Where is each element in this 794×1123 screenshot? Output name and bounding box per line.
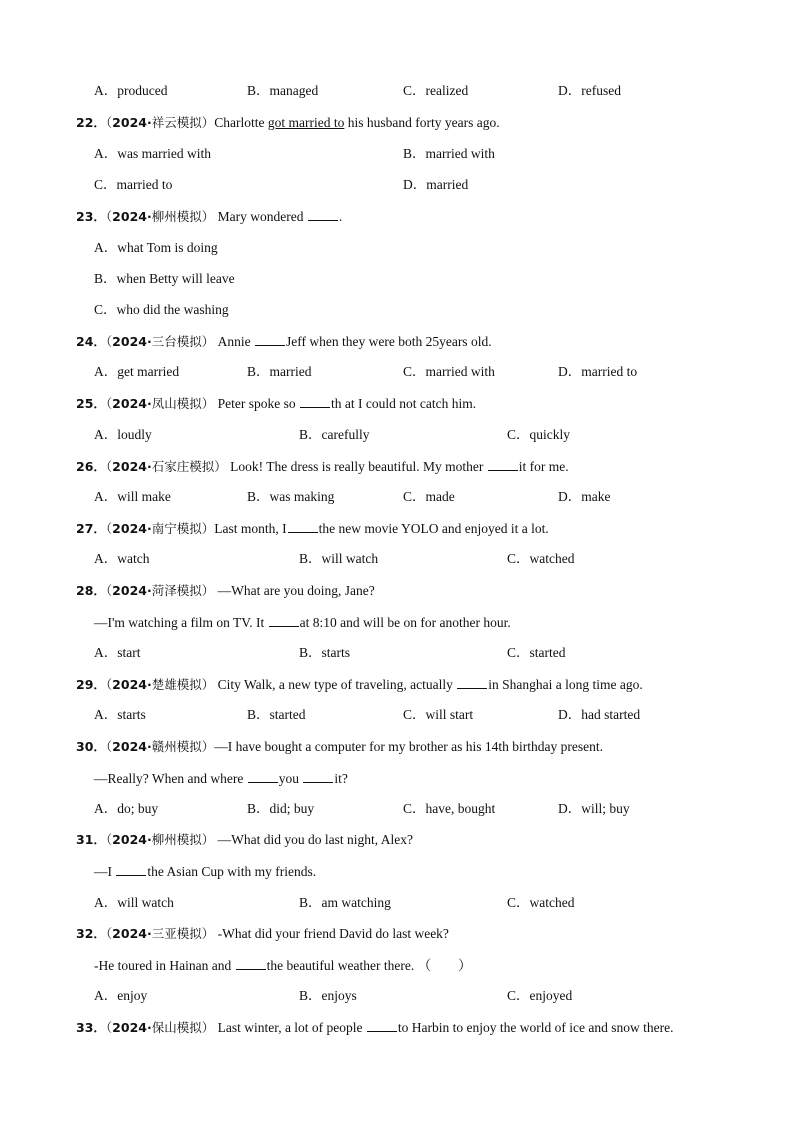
question-source: （2024·三亚模拟） <box>105 926 215 941</box>
q22-option-c: C．married to <box>94 177 173 192</box>
q26-option-c: C．made <box>403 489 455 504</box>
answer-blank <box>488 457 518 471</box>
underlined-phrase: got married to <box>267 115 345 130</box>
q30-option-d: D．will; buy <box>558 801 630 816</box>
q29-option-d: D．had started <box>558 707 641 722</box>
question-source: （2024·南宁模拟） <box>105 521 215 536</box>
question-number: 33． <box>76 1020 106 1035</box>
question-32-line-2: -He toured in Hainan and the beautiful weather there. （ ） <box>94 958 472 973</box>
q30-option-a: A．do; buy <box>94 801 159 816</box>
q27-option-a: A．watch <box>94 551 150 566</box>
question-source: （2024·赣州模拟） <box>105 739 215 754</box>
question-source: （2024·柳州模拟） <box>105 209 215 224</box>
question-33: 33．（2024·保山模拟） Last winter, a lot of people to Harbin to enjoy the world of ice and snow there. <box>76 1020 674 1035</box>
question-number: 23． <box>76 209 106 224</box>
question-26: 26．（2024·石家庄模拟） Look! The dress is really beautiful. My mother it for me. <box>76 459 569 474</box>
q23-option-b: B．when Betty will leave <box>94 271 235 286</box>
answer-blank <box>457 675 487 689</box>
question-30: 30．（2024·赣州模拟）—I have bought a computer for my brother as his 14th birthday present. <box>76 739 604 754</box>
question-23: 23．（2024·柳州模拟） Mary wondered . <box>76 209 343 224</box>
question-22: 22．（2024·祥云模拟）Charlotte got married to his husband forty years ago. <box>76 115 500 130</box>
q28-option-b: B．starts <box>299 645 351 660</box>
q29-option-c: C．will start <box>403 707 474 722</box>
q24-option-b: B．married <box>247 364 312 379</box>
answer-blank <box>116 862 146 876</box>
question-29: 29．（2024·楚雄模拟） City Walk, a new type of traveling, actually in Shanghai a long time ago. <box>76 677 643 692</box>
q24-option-d: D．married to <box>558 364 638 379</box>
answer-blank <box>288 519 318 533</box>
question-source: （2024·柳州模拟） <box>105 832 215 847</box>
q25-option-a: A．loudly <box>94 427 152 442</box>
q32-option-b: B．enjoys <box>299 988 357 1003</box>
question-28: 28．（2024·菏泽模拟） —What are you doing, Jane? <box>76 583 375 598</box>
answer-blank <box>269 613 299 627</box>
q23-option-c: C．who did the washing <box>94 302 229 317</box>
question-25: 25．（2024·凤山模拟） Peter spoke so th at I could not catch him. <box>76 396 477 411</box>
q24-option-a: A．get married <box>94 364 180 379</box>
q28-option-c: C．started <box>507 645 566 660</box>
question-number: 22． <box>76 115 106 130</box>
answer-blank <box>300 394 330 408</box>
question-source: （2024·菏泽模拟） <box>105 583 215 598</box>
q30-option-c: C．have, bought <box>403 801 496 816</box>
question-32: 32．（2024·三亚模拟） -What did your friend David do last week? <box>76 926 449 941</box>
q22-option-b: B．married with <box>403 146 495 161</box>
question-source: （2024·保山模拟） <box>105 1020 215 1035</box>
question-number: 25． <box>76 396 106 411</box>
answer-blank <box>236 956 266 970</box>
q31-option-a: A．will watch <box>94 895 174 910</box>
question-source: （2024·石家庄模拟） <box>105 459 227 474</box>
q24-option-c: C．married with <box>403 364 495 379</box>
question-number: 31． <box>76 832 106 847</box>
q26-option-d: D．make <box>558 489 611 504</box>
question-28-line-2: —I'm watching a film on TV. It at 8:10 and will be on for another hour. <box>94 615 511 630</box>
question-30-line-2: —Really? When and where you it? <box>94 771 348 786</box>
question-24: 24．（2024·三台模拟） Annie Jeff when they were both 25years old. <box>76 334 492 349</box>
q29-option-b: B．started <box>247 707 306 722</box>
q25-option-b: B．carefully <box>299 427 370 442</box>
q29-option-a: A．starts <box>94 707 146 722</box>
q21-option-a: A．produced <box>94 83 168 98</box>
q22-option-a: A．was married with <box>94 146 211 161</box>
question-number: 29． <box>76 677 106 692</box>
q31-option-c: C．watched <box>507 895 575 910</box>
question-number: 24． <box>76 334 106 349</box>
question-number: 30． <box>76 739 106 754</box>
question-31: 31．（2024·柳州模拟） —What did you do last night, Alex? <box>76 832 413 847</box>
answer-blank <box>248 769 278 783</box>
question-source: （2024·楚雄模拟） <box>105 677 215 692</box>
q21-option-c: C．realized <box>403 83 469 98</box>
q30-option-b: B．did; buy <box>247 801 315 816</box>
q31-option-b: B．am watching <box>299 895 391 910</box>
q27-option-c: C．watched <box>507 551 575 566</box>
q25-option-c: C．quickly <box>507 427 570 442</box>
question-27: 27．（2024·南宁模拟）Last month, I the new movie YOLO and enjoyed it a lot. <box>76 521 549 536</box>
question-source: （2024·三台模拟） <box>105 334 215 349</box>
answer-blank <box>367 1018 397 1032</box>
answer-blank <box>303 769 333 783</box>
q23-option-a: A．what Tom is doing <box>94 240 218 255</box>
q21-option-d: D．refused <box>558 83 621 98</box>
question-number: 28． <box>76 583 106 598</box>
q22-option-d: D．married <box>403 177 469 192</box>
answer-blank <box>308 207 338 221</box>
q26-option-a: A．will make <box>94 489 171 504</box>
question-number: 32． <box>76 926 106 941</box>
q21-option-b: B．managed <box>247 83 319 98</box>
question-source: （2024·祥云模拟） <box>105 115 215 130</box>
question-source: （2024·凤山模拟） <box>105 396 215 411</box>
q32-option-c: C．enjoyed <box>507 988 573 1003</box>
question-31-line-2: —I the Asian Cup with my friends. <box>94 864 317 879</box>
q26-option-b: B．was making <box>247 489 335 504</box>
q28-option-a: A．start <box>94 645 141 660</box>
question-number: 26． <box>76 459 106 474</box>
answer-blank <box>255 332 285 346</box>
question-number: 27． <box>76 521 106 536</box>
q32-option-a: A．enjoy <box>94 988 148 1003</box>
q27-option-b: B．will watch <box>299 551 379 566</box>
